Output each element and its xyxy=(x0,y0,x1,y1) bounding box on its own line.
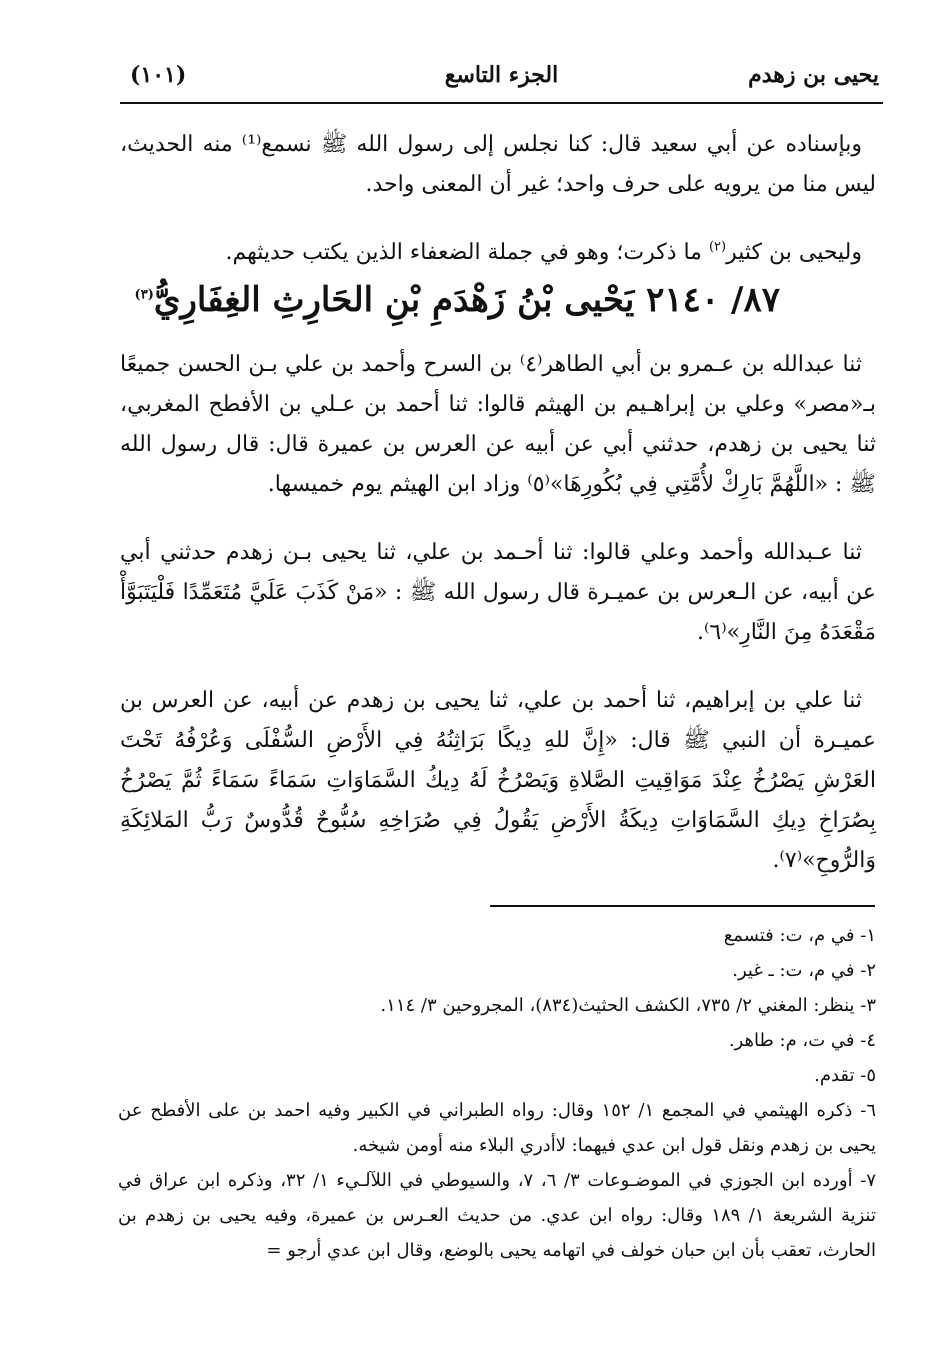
footnote-1: ١- في م، ت: فتسمع xyxy=(723,925,876,946)
paragraph-5: ثنا علي بن إبراهيم، ثنا أحمد بن علي، ثنا يحيى بن زهدم عن أبيه، عن العرس بن عميـرة أن النبي ﷺ قال: «إِنَّ للهِ دِيكًا بَرَاثِنُهُ فِي الأَرْضِ السُّفْلَى وَعُرْفُهُ تَحْتَ العَرْشِ يَصْرُخُ عِنْدَ مَوَاقِيتِ الصَّلاةِ وَيَصْرُخُ لَهُ دِيكُ السَّمَاوَاتِ سَمَاءً سَمَاءً ثُمَّ يَصْرُخُ بِصُرَاخِ دِيكِ السَّمَاوَاتِ دِيكَةُ الأَرْضِ يَقُولُ فِي صُرَاخِهِ سُبُّوحٌ قُدُّوسٌ رَبُّ المَلائِكَةِ وَالرُّوحِ»⁽٧⁾. xyxy=(120,688,876,873)
footnotes xyxy=(118,918,876,1268)
paragraph-1: وبإسناده عن أبي سعيد قال: كنا نجلس إلى رسول الله ﷺ نسمع⁽¹⁾ منه الحديث، ليس منا من يرويه على حرف واحد؛ غير أن المعنى واحد. xyxy=(120,132,876,197)
footnote-ref-3: (٣) xyxy=(134,287,154,303)
footnote-ref-2: (٢) xyxy=(708,239,727,255)
footnote-6: ٦- ذكره الهيثمي في المجمع ١/ ١٥٢ وقال: رواه الطبراني في الكبير وفيه احمد بن على الأفطح عن يحيى بن زهدم ونقل قول ابن عدي فيهما: لاأدري البلاء منه أومن شيخه. xyxy=(118,1100,877,1156)
footnote-3: ٣- ينظر: المغني ٢/ ٧٣٥، الكشف الحثيث(٨٣٤)، المجروحين ٣/ ١١٤. xyxy=(380,995,876,1016)
page-number: (١٠١) xyxy=(130,62,187,88)
footnote-separator xyxy=(490,905,875,907)
paragraph-2-start: وليحيى بن كثير xyxy=(726,240,862,265)
main-text-bottom xyxy=(120,345,876,909)
entry-title xyxy=(134,280,780,320)
footnote-4: ٤- في ت، م: طاهر. xyxy=(728,1030,876,1051)
header-chapter-name: يحيى بن زهدم xyxy=(748,62,879,88)
footnote-7: ٧- أورده ابن الجوزي في الموضـوعات ٣/ ٦، ٧، والسيوطي في اللآلـيء ١/ ٣٢، وذكره ابن عراق في تنزية الشريعة ١/ ١٨٩ وقال: رواه ابن عدي. من حديث العـرس بن عميرة، وفيه يحيى بن زهدم بن الحارث، تعقب بأن ابن حبان خولف في اتهامه يحيى بالوضع، وقال ابن عدي أرجو = xyxy=(118,1170,876,1261)
paragraph-3: ثنا عبدالله بن عـمرو بن أبي الطاهر⁽٤⁾ بن السرح وأحمد بن علي بـن الحسن جميعًا بـ«مصر» وعلي بن إبراهـيم بن الهيثم قالوا: ثنا أحمد بن عـلي بن الأفطح المغربي، ثنا يحيى بن زهدم، حدثني أبي عن أبيه عن العرس بن عميرة قال: قال رسول الله ﷺ : «اللَّهُمَّ بَارِكْ لأُمَّتِي فِي بُكُورِهَا»⁽٥⁾ وزاد ابن الهيثم يوم خميسها. xyxy=(120,352,876,497)
header-volume: الجزء التاسع xyxy=(444,62,559,88)
footnote-2: ٢- في م، ت: ـ غير. xyxy=(732,960,876,981)
footnote-5: ٥- تقدم. xyxy=(814,1065,876,1086)
paragraph-4: ثنا عـبدالله وأحمد وعلي قالوا: ثنا أحـمد بن علي، ثنا يحيى بـن زهدم حدثني أبي عن أبيه، عن الـعرس بن عميـرة قال رسول الله ﷺ : «مَنْ كَذَبَ عَلَيَّ مُتَعَمِّدًا فَلْيَتَبَوَّأْ مَقْعَدَهُ مِنَ النَّارِ»⁽٦⁾. xyxy=(120,540,876,645)
entry-title-text: ٨٧/ ٢١٤٠ يَحْيى بْنُ زَهْدَمِ بْنِ الحَارِثِ الغِفَارِيُّ xyxy=(153,280,780,320)
main-text-top xyxy=(120,125,876,301)
paragraph-2 xyxy=(120,233,876,273)
running-header xyxy=(120,58,883,104)
paragraph-2-end: ما ذكرت؛ وهو في جملة الضعفاء الذين يكتب حديثهم. xyxy=(225,240,709,265)
